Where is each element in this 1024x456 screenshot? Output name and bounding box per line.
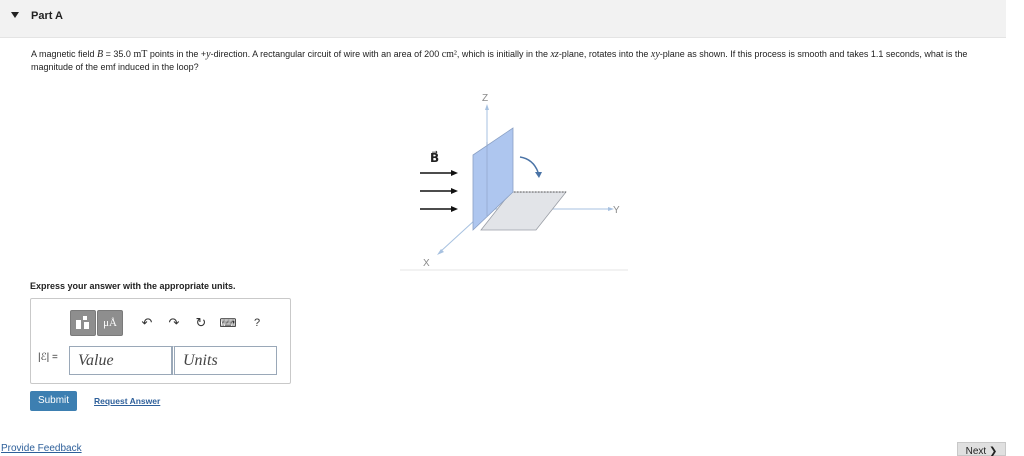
provide-feedback-link[interactable]: Provide Feedback <box>1 443 82 454</box>
rotation-arrowhead <box>535 172 542 178</box>
collapse-caret-icon[interactable] <box>11 12 19 18</box>
z-axis-arrowhead <box>485 104 489 110</box>
next-button[interactable]: Next ❯ <box>957 442 1006 456</box>
rotation-figure <box>400 80 630 275</box>
redo-icon[interactable]: ↷ <box>168 315 180 330</box>
undo-icon[interactable]: ↶ <box>141 315 153 330</box>
math-toolbar <box>68 310 278 336</box>
value-input[interactable]: Value <box>69 346 172 375</box>
b-field-label: B⃗ <box>430 151 440 165</box>
b-field-arrowhead-2 <box>451 188 458 194</box>
x-axis-label: X <box>423 258 430 269</box>
part-title: Part A <box>31 10 63 22</box>
template-button[interactable] <box>70 310 96 336</box>
instruction-text: Express your answer with the appropriate units. <box>30 281 236 291</box>
y-axis-label: Y <box>613 205 620 216</box>
part-header[interactable] <box>0 0 1006 38</box>
rotation-arrow <box>520 157 538 172</box>
question-text: A magnetic field B = 35.0 mT points in the +y-direction. A rectangular circuit of wire with an area of 200 cm², which is initially in the xz-plane, rotates into the xy-plane as shown. If this process is smooth and takes 1.1 seconds, what is the magnitude of the emf induced in the loop? <box>31 49 968 72</box>
template-icon <box>71 311 95 335</box>
answer-box <box>30 298 291 384</box>
submit-button[interactable]: Submit <box>30 391 77 411</box>
b-field-arrowhead-3 <box>451 206 458 212</box>
reset-icon[interactable]: ↻ <box>195 315 207 330</box>
b-field-arrowhead-1 <box>451 170 458 176</box>
help-icon[interactable]: ? <box>253 317 261 329</box>
request-answer-link[interactable]: Request Answer <box>94 396 161 406</box>
units-input[interactable]: Units <box>172 346 277 375</box>
units-button[interactable]: μÅ <box>97 310 123 336</box>
z-axis-label: Z <box>482 93 489 104</box>
keyboard-icon[interactable]: ⌨ <box>219 316 237 330</box>
emf-label: |ℰ| = <box>38 352 58 363</box>
figure-diagram <box>400 80 630 275</box>
